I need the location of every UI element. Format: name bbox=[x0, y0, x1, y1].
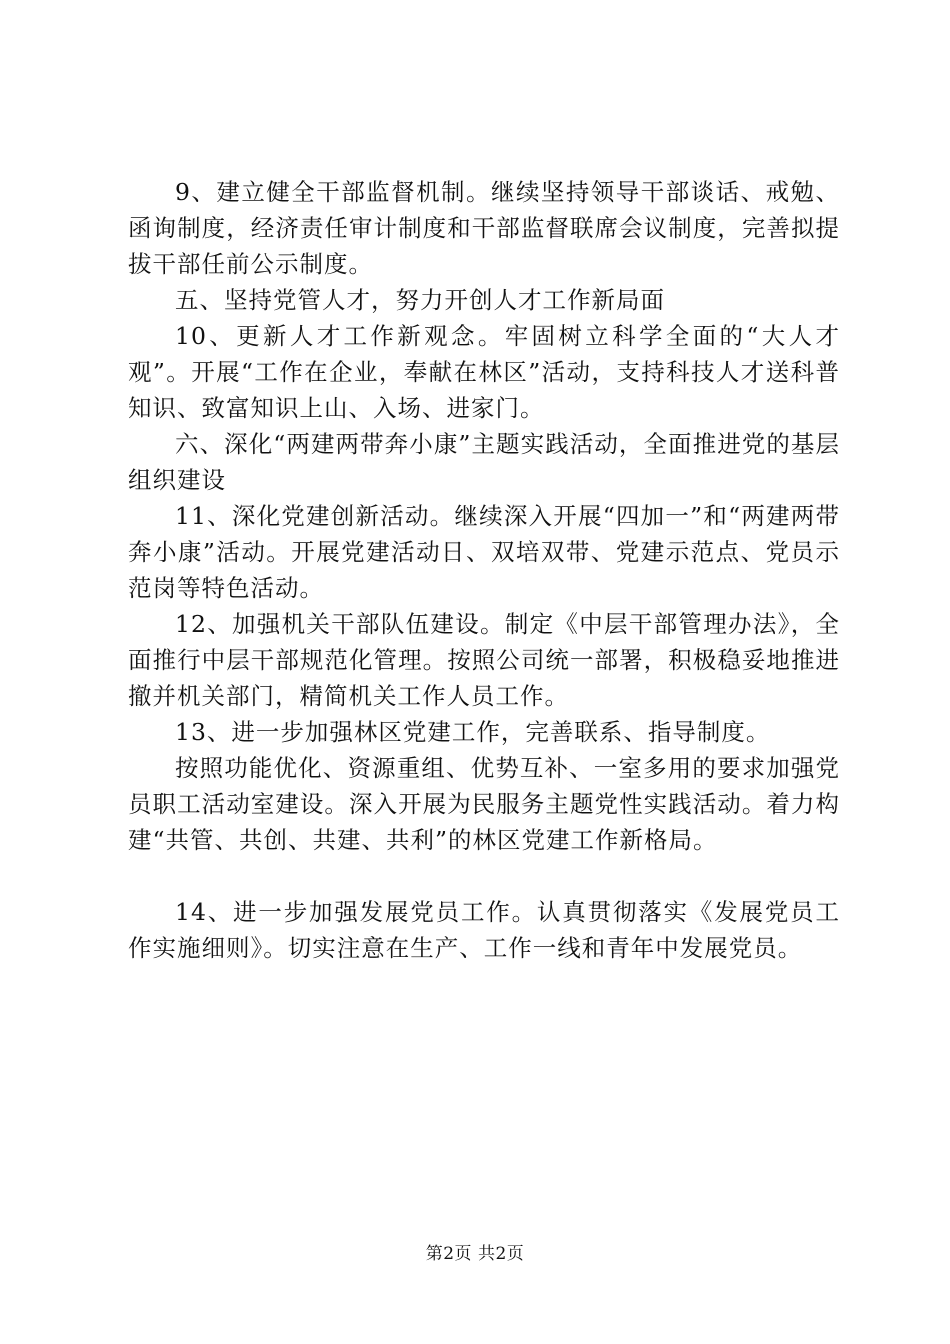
paragraph-item-13: 13、进一步加强林区党建工作，完善联系、指导制度。 bbox=[175, 718, 771, 746]
document-body bbox=[128, 174, 840, 966]
paragraph-item-13-detail: 按照功能优化、资源重组、优势互补、一室多用的要求加强党员职工活动室建设。深入开展为民服务主题党性实践活动。着力构建“共管、共创、共建、共利”的林区党建工作新格局。 bbox=[128, 754, 840, 854]
paragraph-item-12: 12、加强机关干部队伍建设。制定《中层干部管理办法》，全面推行中层干部规范化管理。按照公司统一部署，积极稳妥地推进撤并机关部门，精简机关工作人员工作。 bbox=[128, 610, 840, 710]
paragraph-item-14: 14、进一步加强发展党员工作。认真贯彻落实《发展党员工作实施细则》。切实注意在生产、工作一线和青年中发展党员。 bbox=[128, 898, 840, 962]
paragraph-item-10: 10、更新人才工作新观念。牢固树立科学全面的“大人才观”。开展“工作在企业，奉献在林区”活动，支持科技人才送科普知识、致富知识上山、入场、进家门。 bbox=[128, 322, 840, 422]
section-heading-5: 五、坚持党管人才，努力开创人才工作新局面 bbox=[175, 286, 665, 314]
blank-line bbox=[128, 858, 840, 894]
paragraph-item-9: 9、建立健全干部监督机制。继续坚持领导干部谈话、戒勉、函询制度，经济责任审计制度和干部监督联席会议制度，完善拟提拔干部任前公示制度。 bbox=[128, 178, 840, 278]
page-number-footer: 第2页 共2页 bbox=[425, 1244, 525, 1264]
paragraph-item-11: 11、深化党建创新活动。继续深入开展“四加一”和“两建两带奔小康”活动。开展党建活动日、双培双带、党建示范点、党员示范岗等特色活动。 bbox=[128, 502, 840, 602]
section-heading-6: 六、深化“两建两带奔小康”主题实践活动，全面推进党的基层组织建设 bbox=[128, 430, 840, 494]
